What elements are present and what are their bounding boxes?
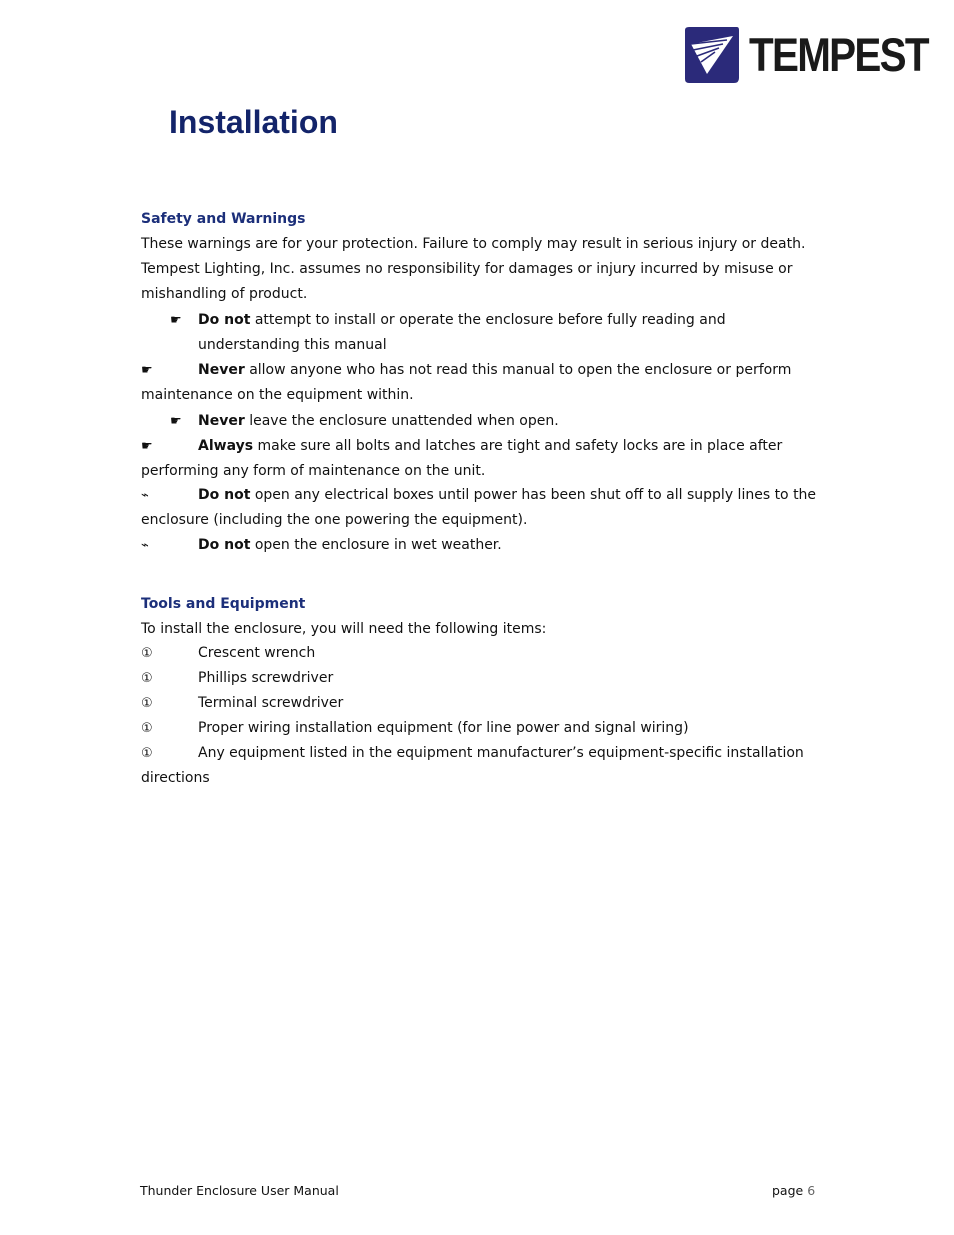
tool-text: Proper wiring installation equipment (for line power and signal wiring) [198, 720, 689, 736]
warning-bold: Never [198, 362, 245, 378]
logo-wordmark: TEMPEST [749, 28, 928, 81]
warning-text: open the enclosure in wet weather. [250, 537, 502, 553]
lightning-icon: ⌁ [141, 538, 149, 553]
warning-item [141, 308, 821, 358]
tool-text: Crescent wrench [198, 645, 316, 661]
warning-text: leave the enclosure unattended when open. [244, 413, 559, 429]
tool-item [141, 666, 821, 691]
warning-text: open any electrical boxes until power has been shut off to all supply lines to the enclosure (including the one powering the equipment). [141, 487, 817, 528]
warning-bold: Do not [198, 312, 251, 328]
warning-bold: Never [198, 413, 245, 429]
warning-item [141, 358, 821, 408]
tempest-logo [683, 26, 928, 84]
warning-bold: Always [198, 438, 254, 454]
page-label: page [772, 1183, 804, 1198]
lightning-icon: ⌁ [141, 488, 149, 503]
tool-text: Terminal screwdriver [198, 695, 344, 711]
warning-bold: Do not [198, 537, 251, 553]
hand-warning-icon: ☛ [170, 414, 182, 429]
tool-item [141, 691, 821, 716]
info-bullet-icon: ① [141, 721, 153, 736]
safety-intro: These warnings are for your protection. Failure to comply may result in serious injury or death. Tempest Lighting, Inc. assumes no responsibility for damages or injury incurred by misuse or mishandling of product. [141, 236, 806, 302]
warning-item [141, 434, 821, 484]
safety-heading: Safety and Warnings [141, 211, 306, 227]
info-bullet-icon: ① [141, 746, 153, 761]
tool-item [141, 641, 821, 666]
page-title: Installation [169, 104, 338, 140]
warning-item [141, 533, 821, 558]
tool-text: Any equipment listed in the equipment manufacturer’s equipment-specific installation directions [141, 745, 804, 786]
warning-text: allow anyone who has not read this manual to open the enclosure or perform maintenance on the equipment within. [141, 362, 792, 403]
page-number: 6 [807, 1183, 816, 1198]
footer-title: Thunder Enclosure User Manual [140, 1183, 339, 1198]
hand-warning-icon: ☛ [170, 313, 182, 328]
warning-text: make sure all bolts and latches are tight and safety locks are in place after performing any form of maintenance on the unit. [141, 438, 783, 479]
warning-item [141, 483, 821, 533]
hand-warning-icon: ☛ [141, 439, 153, 454]
tempest-logo-mark-icon [683, 26, 739, 83]
tools-heading: Tools and Equipment [141, 596, 306, 612]
info-bullet-icon: ① [141, 671, 153, 686]
tool-text: Phillips screwdriver [198, 670, 334, 686]
tool-item [141, 741, 821, 791]
tools-intro: To install the enclosure, you will need the following items: [141, 621, 547, 637]
warning-item [141, 409, 821, 434]
warning-text: attempt to install or operate the enclosure before fully reading and understanding this manual [198, 312, 726, 353]
warning-bold: Do not [198, 487, 251, 503]
info-bullet-icon: ① [141, 646, 153, 661]
info-bullet-icon: ① [141, 696, 153, 711]
tool-item [141, 716, 821, 741]
footer-page [772, 1183, 815, 1198]
hand-warning-icon: ☛ [141, 363, 153, 378]
